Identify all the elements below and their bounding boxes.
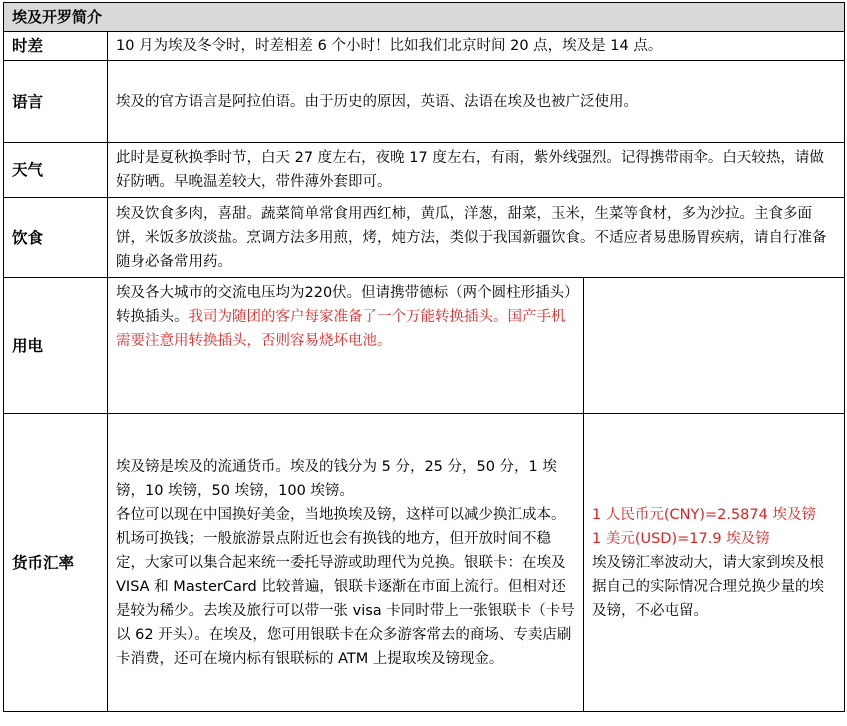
row-weather [4,143,845,198]
row-food [4,198,845,278]
currency-paragraph-2: 各位可以现在中国换好美金，当地换埃及镑，这样可以减少换汇成本。机场可换钱；一般旅游景点附近也会有换钱的地方，但开放时间不稳定，大家可以集合起来统一委托导游或助理代为兑换。银联卡：在埃及 VISA 和 MasterCard 比较普遍，银联卡逐渐在市面上流行。但相对还是较为稀少。去埃及旅行可以带一张 visa 卡同时带上一张银联卡（卡号以 62 开头）。在埃及，您可用银联卡在众多游客常去的商场、专卖店刷卡消费，还可在境内标有银联标的 ATM 上提取埃及镑现金。 [116,506,575,667]
row-currency [4,414,845,712]
row-text-currency [108,414,584,712]
row-label-power: 用电 [4,278,108,414]
table-title-row [4,3,845,32]
row-time-difference [4,32,845,61]
row-text-food: 埃及饮食多肉，喜甜。蔬菜简单常食用西红柿，黄瓜，洋葱，甜菜，玉米，生菜等食材，多为沙拉。主食多面饼，米饭多放淡盐。烹调方法多用煎，烤，炖方法，类似于我国新疆饮食。不适应者易患肠胃疾病，请自行准备随身必备常用药。 [108,198,845,278]
currency-paragraph-1: 埃及镑是埃及的流通货币。埃及的钱分为 5 分，25 分，50 分，1 埃镑，10 埃镑，50 埃镑，100 埃镑。 [116,458,557,499]
rate-usd: 1 美元(USD)=17.9 埃及镑 [592,530,770,547]
row-label-food: 饮食 [4,198,108,278]
row-label-time: 时差 [4,32,108,61]
egypt-intro-table [3,2,845,712]
row-label-language: 语言 [4,61,108,143]
power-text-normal: 埃及各大城市的交流电压均为220伏。但请携带德标（两个圆柱形插头）转换插头。 [116,285,572,325]
table-title: 埃及开罗简介 [4,3,845,32]
row-text-time: 10 月为埃及冬令时，时差相差 6 个小时！比如我们北京时间 20 点，埃及是 14 点。 [108,32,845,61]
power-text-highlight: 我司为随团的客户每家准备了一个万能转换插头。国产手机需要注意用转换插头，否则容易烧坏电池。 [116,309,566,349]
row-language [4,61,845,143]
row-label-currency: 货币汇率 [4,414,108,712]
row-power-empty-cell [584,278,845,414]
row-power [4,278,845,414]
rate-cny: 1 人民币元(CNY)=2.5874 埃及镑 [592,506,816,523]
row-label-weather: 天气 [4,143,108,198]
row-currency-rates [584,414,845,712]
row-text-language: 埃及的官方语言是阿拉伯语。由于历史的原因，英语、法语在埃及也被广泛使用。 [108,61,845,143]
rate-note: 埃及镑汇率波动大，请大家到埃及根据自己的实际情况合理兑换少量的埃及镑，不必屯留。 [592,554,824,619]
row-text-weather: 此时是夏秋换季时节，白天 27 度左右，夜晚 17 度左右，有雨，紫外线强烈。记得携带雨伞。白天较热，请做好防晒。早晚温差较大，带件薄外套即可。 [108,143,845,198]
row-text-power [108,278,584,414]
